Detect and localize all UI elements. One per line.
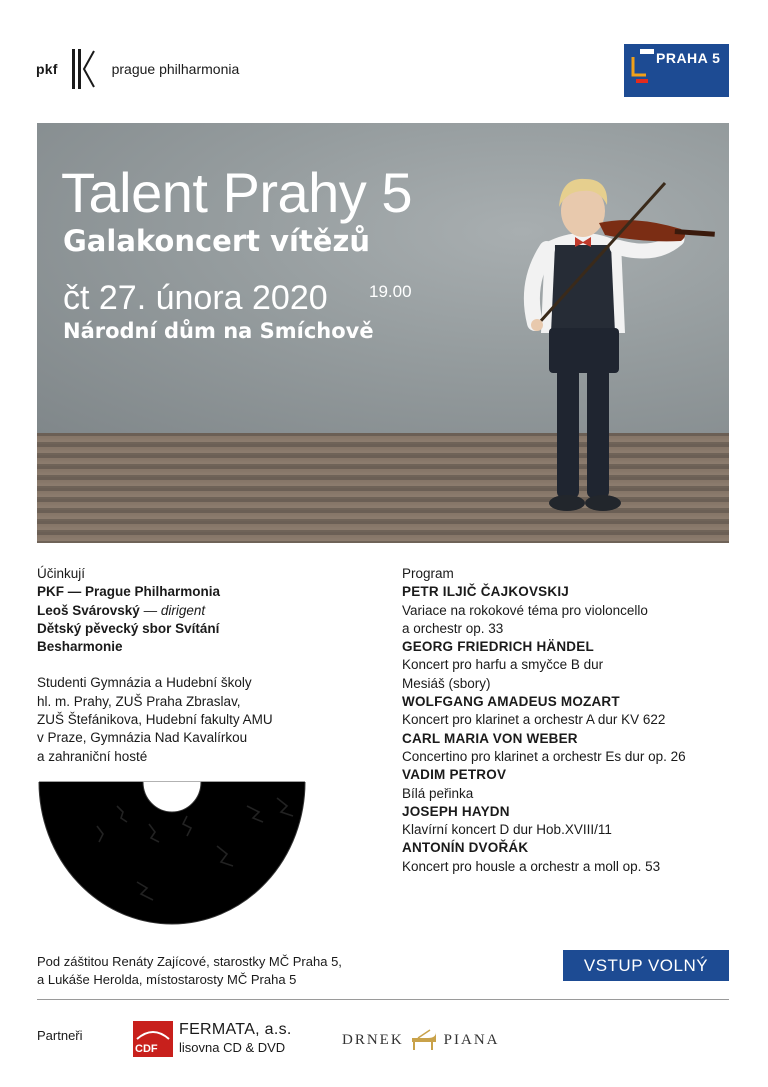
program-work: Klavírní koncert D dur Hob.XVIII/11 <box>402 822 612 838</box>
grand-piano-icon <box>410 1028 438 1052</box>
fermata-subtitle: lisovna CD & DVD <box>179 1040 286 1055</box>
program-composer: JOSEPH HAYDN <box>402 803 510 819</box>
performers-section <box>37 565 377 766</box>
praha5-logo <box>624 44 729 97</box>
drnek-left-text: DRNEK <box>342 1031 404 1048</box>
program-work: Mesiáš (sbory) <box>402 675 491 691</box>
fermata-name: FERMATA, a.s. <box>179 1021 292 1038</box>
performer-orchestra: PKF — Prague Philharmonia <box>37 584 221 600</box>
performer-ensemble: Besharmonie <box>37 639 123 655</box>
hero-subtitle: Galakoncert vítězů <box>63 224 370 258</box>
program-composer: WOLFGANG AMADEUS MOZART <box>402 694 620 710</box>
students-line: Studenti Gymnázia a Hudební školy <box>37 675 252 691</box>
hero-title: Talent Prahy 5 <box>61 161 412 224</box>
students-line: v Praze, Gymnázia Nad Kavalírkou <box>37 730 248 746</box>
performers-heading: Účinkují <box>37 566 86 581</box>
program-work: Variace na rokokové téma pro violoncello <box>402 602 648 618</box>
program-work: Bílá peřinka <box>402 785 474 801</box>
fermata-logo <box>133 1021 313 1057</box>
students-list <box>37 674 377 765</box>
org-name: prague philharmonia <box>111 61 240 77</box>
praha5-mark-icon <box>630 49 654 91</box>
program-composer: ANTONÍN DVOŘÁK <box>402 840 529 856</box>
cdf-logo-text: CDF <box>135 1043 158 1055</box>
partners-label: Partneři <box>37 1028 83 1043</box>
program-work: a orchestr op. 33 <box>402 620 504 636</box>
hero-banner <box>37 123 729 543</box>
program-work: Koncert pro harfu a smyčce B dur <box>402 657 604 673</box>
performer-choir: Dětský pěvecký sbor Svítání <box>37 620 220 636</box>
program-heading: Program <box>402 566 454 581</box>
program-composer: CARL MARIA VON WEBER <box>402 730 578 746</box>
hero-date: čt 27. února 2020 <box>63 279 328 317</box>
drnek-right-text: PIANA <box>443 1031 500 1048</box>
performer-conductor <box>37 602 377 620</box>
fan-score-graphic <box>37 776 307 926</box>
free-entry-badge: VSTUP VOLNÝ <box>563 950 729 981</box>
program-composer: GEORG FRIEDRICH HÄNDEL <box>402 639 594 655</box>
conductor-name: Leoš Svárovský <box>37 602 140 618</box>
footer-divider <box>37 999 729 1000</box>
cdf-logo-icon <box>133 1021 173 1057</box>
violinist-photo <box>495 163 725 523</box>
patronage-text <box>37 953 342 989</box>
pkf-logo <box>36 44 239 94</box>
program-section <box>402 565 742 876</box>
students-line: a zahraniční hosté <box>37 748 148 764</box>
praha5-label: PRAHA 5 <box>656 50 721 66</box>
program-composer: PETR ILJIČ ČAJKOVSKIJ <box>402 584 569 600</box>
program-work: Koncert pro klarinet a orchestr A dur KV 622 <box>402 712 666 728</box>
program-work: Concertino pro klarinet a orchestr Es dur op. 26 <box>402 748 686 764</box>
patron-line: Pod záštitou Renáty Zajícové, starostky MČ Praha 5, <box>37 954 342 969</box>
drnek-piana-logo <box>342 1026 522 1054</box>
program-composer: VADIM PETROV <box>402 767 507 783</box>
hero-time: 19.00 <box>369 282 412 301</box>
conductor-role: — dirigent <box>139 602 206 618</box>
students-line: hl. m. Prahy, ZUŠ Praha Zbraslav, <box>37 693 241 709</box>
students-line: ZUŠ Štefánikova, Hudební fakulty AMU <box>37 712 273 728</box>
patron-line: a Lukáše Herolda, místostarosty MČ Praha 5 <box>37 972 297 987</box>
pkf-mark-icon <box>68 47 98 91</box>
pkf-label: pkf <box>36 61 58 77</box>
program-work: Koncert pro housle a orchestr a moll op. 53 <box>402 858 661 874</box>
hero-venue: Národní dům na Smíchově <box>63 319 374 343</box>
